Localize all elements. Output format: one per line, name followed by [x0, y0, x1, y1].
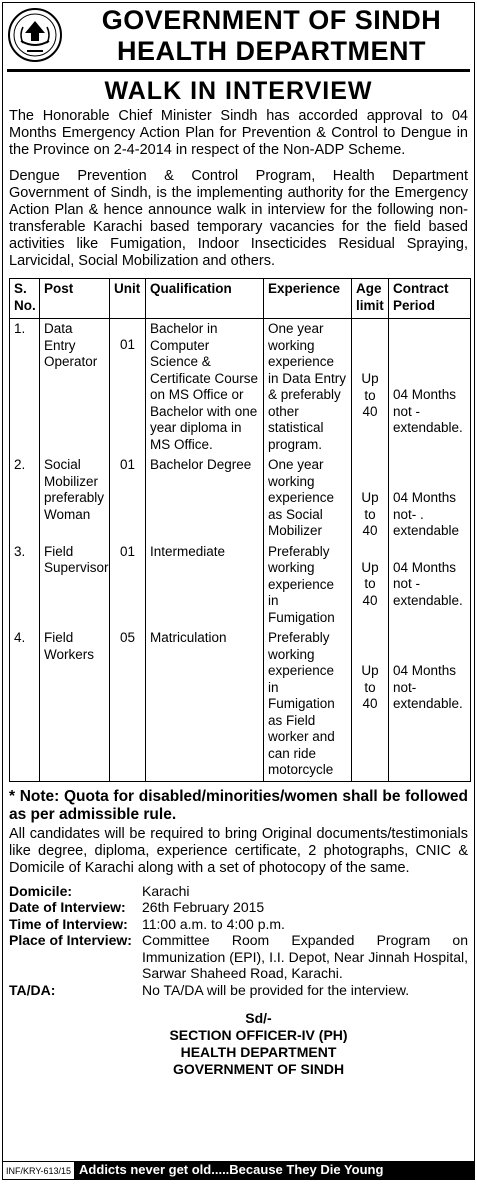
detail-date — [9, 899, 468, 916]
table-row — [10, 628, 471, 781]
table-row — [10, 319, 471, 456]
cell-experience: Preferably working experience in Fumigation — [264, 542, 352, 629]
reference-number: INF/KRY-613/15 — [3, 1161, 75, 1179]
detail-time — [9, 916, 468, 933]
detail-place — [9, 932, 468, 982]
detail-label: TA/DA: — [9, 981, 56, 998]
footer-slogan: Addicts never get old.....Because They Die Young — [75, 1161, 474, 1179]
cell-unit: 01 — [110, 542, 146, 629]
cell-experience: One year working experience in Data Entry & preferably other statistical program. — [264, 319, 352, 456]
header-post: Post — [40, 279, 110, 319]
cell-sno: 2. — [10, 455, 40, 542]
cell-post: Field Supervisor — [40, 542, 110, 629]
detail-value: Committee Room Expanded Program on Immunization (EPI), I.I. Depot, Near Jinnah Hospital, Sarwar Shaheed Road, Karachi. — [142, 932, 468, 981]
detail-tada — [9, 982, 468, 999]
header-department-title: HEALTH DEPARTMENT — [117, 36, 426, 66]
cell-age-limit: Up to 40 — [352, 455, 389, 542]
intro-paragraph-1: The Honorable Chief Minister Sindh has accorded approval to 04 Months Emergency Action Plan for Prevention & Control to Dengue in the Province on 2-4-2014 in respect of the Non-ADP Scheme. — [9, 108, 468, 158]
quota-note: * Note: Quota for disabled/minorities/women shall be followed as per admissible rule. — [9, 787, 468, 823]
cell-post: Data Entry Operator — [40, 319, 110, 456]
cell-unit: 01 — [110, 319, 146, 456]
signature-block — [3, 1010, 474, 1078]
cell-age-limit: Up to 40 — [352, 319, 389, 456]
page-title: WALK IN INTERVIEW — [104, 77, 373, 105]
vacancy-table — [9, 278, 471, 782]
cell-age-limit: Up to 40 — [352, 542, 389, 629]
detail-label: Domicile: — [9, 882, 73, 899]
cell-contract-period: 04 Months not -extendable. — [389, 542, 471, 629]
cell-unit: 05 — [110, 628, 146, 781]
cell-sno: 4. — [10, 628, 40, 781]
cell-unit: 01 — [110, 455, 146, 542]
detail-value: 26th February 2015 — [142, 899, 265, 915]
cell-qualification: Matriculation — [146, 628, 264, 781]
detail-value: 11:00 a.m. to 4:00 p.m. — [142, 915, 285, 932]
detail-value: Karachi — [142, 882, 190, 899]
header-unit: Unit — [110, 279, 146, 319]
cell-qualification: Bachelor in Computer Science & Certificate Course on MS Office or Bachelor with one year diploma in MS Office. — [146, 319, 264, 456]
header-age-limit: Age limit — [352, 279, 389, 319]
header-contract-period: Contract Period — [389, 279, 471, 319]
header-sno: S. No. — [10, 279, 40, 319]
cell-experience: Preferably working experience in Fumigation as Field worker and can ride motorcycle — [264, 628, 352, 781]
footer — [3, 1161, 474, 1179]
cell-experience: One year working experience as Social Mobilizer — [264, 455, 352, 542]
header-qualification: Qualification — [146, 279, 264, 319]
table-row — [10, 455, 471, 542]
documents-requirement: All candidates will be required to bring Original documents/testimonials like degree, diploma, experience certificate, 2 photographs, CNIC & Domicile of Karachi along with a set of photocopy of the same. — [9, 825, 468, 876]
header — [3, 3, 474, 69]
cell-sno: 1. — [10, 319, 40, 456]
header-experience: Experience — [264, 279, 352, 319]
detail-value: No TA/DA will be provided for the interview. — [142, 981, 410, 998]
cell-post: Social Mobilizer preferably Woman — [40, 455, 110, 542]
table-header-row — [10, 279, 471, 319]
detail-label: Time of Interview: — [9, 915, 128, 932]
cell-sno: 3. — [10, 542, 40, 629]
cell-contract-period: 04 Months not -extendable. — [389, 319, 471, 456]
intro-paragraph-2: Dengue Prevention & Control Program, Health Department Government of Sindh, is the implementing authority for the Emergency Action Plan & hence announce walk in interview for the following non-transferable Karachi based temporary vacancies for the field based activities like Fumigation, Indoor Insecticides Residual Spraying, Larvicidal, Social Mobilization and others. — [9, 168, 468, 269]
table-row — [10, 542, 471, 629]
cell-contract-period: 04 Months not- . extendable — [389, 455, 471, 542]
cell-post: Field Workers — [40, 628, 110, 781]
cell-qualification: Intermediate — [146, 542, 264, 629]
signature-sd: Sd/- — [245, 1010, 272, 1026]
cell-age-limit: Up to 40 — [352, 628, 389, 781]
signature-title: SECTION OFFICER-IV (PH) — [169, 1027, 348, 1043]
cell-contract-period: 04 Months not- extendable. — [389, 628, 471, 781]
detail-domicile — [9, 883, 468, 900]
detail-label: Place of Interview: — [9, 932, 132, 948]
interview-details — [9, 883, 468, 999]
signature-department: HEALTH DEPARTMENT — [180, 1044, 337, 1060]
advertisement-page — [2, 2, 475, 1180]
header-government-title: GOVERNMENT OF SINDH — [101, 5, 442, 35]
signature-government: GOVERNMENT OF SINDH — [172, 1061, 345, 1077]
cell-qualification: Bachelor Degree — [146, 455, 264, 542]
detail-label: Date of Interview: — [9, 899, 126, 915]
sindh-emblem-icon — [7, 7, 63, 63]
header-divider — [7, 69, 470, 72]
